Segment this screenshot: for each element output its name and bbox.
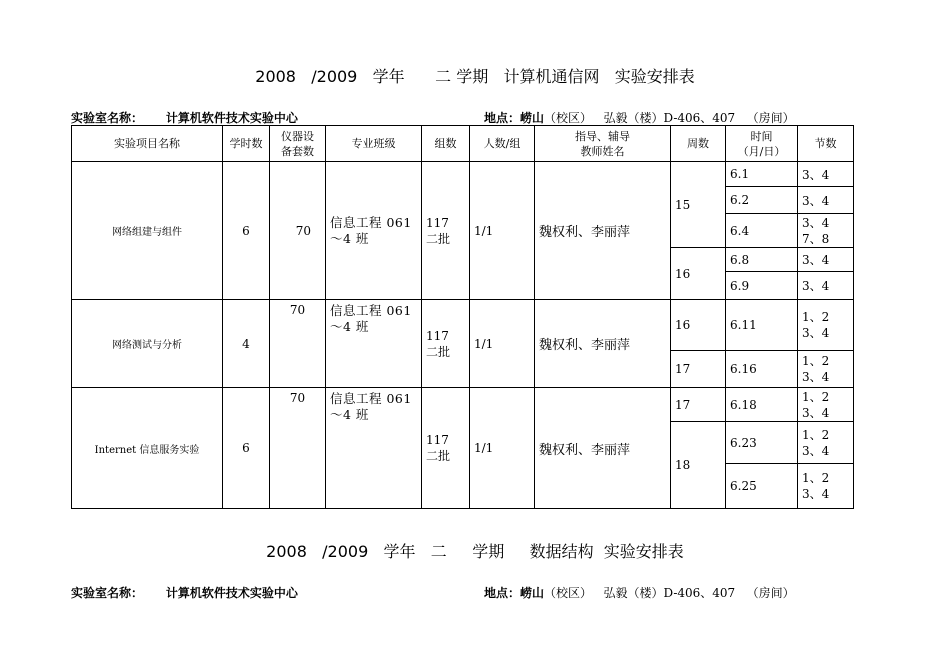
date-value: 6.9 bbox=[726, 272, 798, 300]
header-teachers: 指导、辅导 教师姓名 bbox=[535, 126, 671, 162]
week-value: 16 bbox=[671, 248, 726, 300]
teachers-value: 魏权利、李丽萍 bbox=[535, 162, 671, 300]
date-value: 6.2 bbox=[726, 187, 798, 214]
header-project: 实验项目名称 bbox=[72, 126, 223, 162]
class-value: 信息工程 061 ～4 班 bbox=[326, 300, 422, 388]
schedule-table bbox=[71, 125, 854, 509]
date-value: 6.4 bbox=[726, 214, 798, 248]
lab-label: 实验室名称： bbox=[71, 111, 144, 125]
project-name: 网络组建与组件 bbox=[72, 162, 223, 300]
periods-value: 1、2 3、4 bbox=[798, 300, 854, 351]
date-value: 6.1 bbox=[726, 162, 798, 187]
date-value: 6.16 bbox=[726, 351, 798, 388]
sets-value: 70 bbox=[270, 388, 326, 509]
groups-value: 117 二批 bbox=[422, 162, 470, 300]
hours-value: 6 bbox=[223, 162, 270, 300]
periods-value: 1、2 3、4 bbox=[798, 351, 854, 388]
periods-value: 3、4 7、8 bbox=[798, 214, 854, 248]
class-value: 信息工程 061 ～4 班 bbox=[326, 388, 422, 509]
periods-value: 3、4 bbox=[798, 162, 854, 187]
header-class: 专业班级 bbox=[326, 126, 422, 162]
periods-value: 3、4 bbox=[798, 248, 854, 272]
lab-name: 计算机软件技术实验中心 bbox=[165, 111, 298, 125]
project-name: Internet 信息服务实验 bbox=[72, 388, 223, 509]
table-row bbox=[72, 388, 854, 422]
periods-value: 1、2 3、4 bbox=[798, 422, 854, 464]
table-row bbox=[72, 300, 854, 351]
lab-info-2 bbox=[71, 584, 298, 601]
periods-value: 1、2 3、4 bbox=[798, 388, 854, 422]
groups-value: 117 二批 bbox=[422, 300, 470, 388]
location-campus: 崂山 bbox=[520, 586, 545, 600]
location-info-2 bbox=[484, 584, 795, 601]
header-periods: 节数 bbox=[798, 126, 854, 162]
header-week: 周数 bbox=[671, 126, 726, 162]
per-group-value: 1/1 bbox=[470, 162, 535, 300]
hours-value: 4 bbox=[223, 300, 270, 388]
project-name: 网络测试与分析 bbox=[72, 300, 223, 388]
date-value: 6.11 bbox=[726, 300, 798, 351]
periods-value: 1、2 3、4 bbox=[798, 464, 854, 509]
date-value: 6.23 bbox=[726, 422, 798, 464]
teachers-value: 魏权利、李丽萍 bbox=[535, 300, 671, 388]
location-label: 地点： bbox=[484, 586, 521, 600]
date-value: 6.25 bbox=[726, 464, 798, 509]
header-date: 时间 （月/日） bbox=[726, 126, 798, 162]
sets-value: 70 bbox=[270, 300, 326, 388]
header-groups: 组数 bbox=[422, 126, 470, 162]
location-campus: 崂山 bbox=[520, 111, 545, 125]
week-value: 17 bbox=[671, 388, 726, 422]
lab-info-1 bbox=[71, 109, 298, 126]
header-hours: 学时数 bbox=[223, 126, 270, 162]
section-title-2: 2008 /2009 学年 二 学期 数据结构 实验安排表 bbox=[266, 542, 684, 561]
teachers-value: 魏权利、李丽萍 bbox=[535, 388, 671, 509]
week-value: 16 bbox=[671, 300, 726, 351]
location-label: 地点： bbox=[484, 111, 521, 125]
week-value: 15 bbox=[671, 162, 726, 248]
header-per-group: 人数/组 bbox=[470, 126, 535, 162]
table-row bbox=[72, 162, 854, 187]
groups-value: 117 二批 bbox=[422, 388, 470, 509]
date-value: 6.18 bbox=[726, 388, 798, 422]
section-title-1: 2008 /2009 学年 二 学期 计算机通信网 实验安排表 bbox=[255, 67, 695, 86]
class-value: 信息工程 061 ～4 班 bbox=[326, 162, 422, 300]
header-sets: 仪器设 备套数 bbox=[270, 126, 326, 162]
week-value: 17 bbox=[671, 351, 726, 388]
sets-value: 70 bbox=[270, 162, 326, 300]
location-info-1 bbox=[484, 109, 795, 126]
location-rest: （校区） 弘毅（楼）D-406、407 （房间） bbox=[544, 586, 795, 600]
table-header-row bbox=[72, 126, 854, 162]
periods-value: 3、4 bbox=[798, 187, 854, 214]
per-group-value: 1/1 bbox=[470, 300, 535, 388]
periods-value: 3、4 bbox=[798, 272, 854, 300]
hours-value: 6 bbox=[223, 388, 270, 509]
lab-label: 实验室名称： bbox=[71, 586, 144, 600]
lab-name: 计算机软件技术实验中心 bbox=[165, 586, 298, 600]
week-value: 18 bbox=[671, 422, 726, 509]
date-value: 6.8 bbox=[726, 248, 798, 272]
location-rest: （校区） 弘毅（楼）D-406、407 （房间） bbox=[544, 111, 795, 125]
per-group-value: 1/1 bbox=[470, 388, 535, 509]
